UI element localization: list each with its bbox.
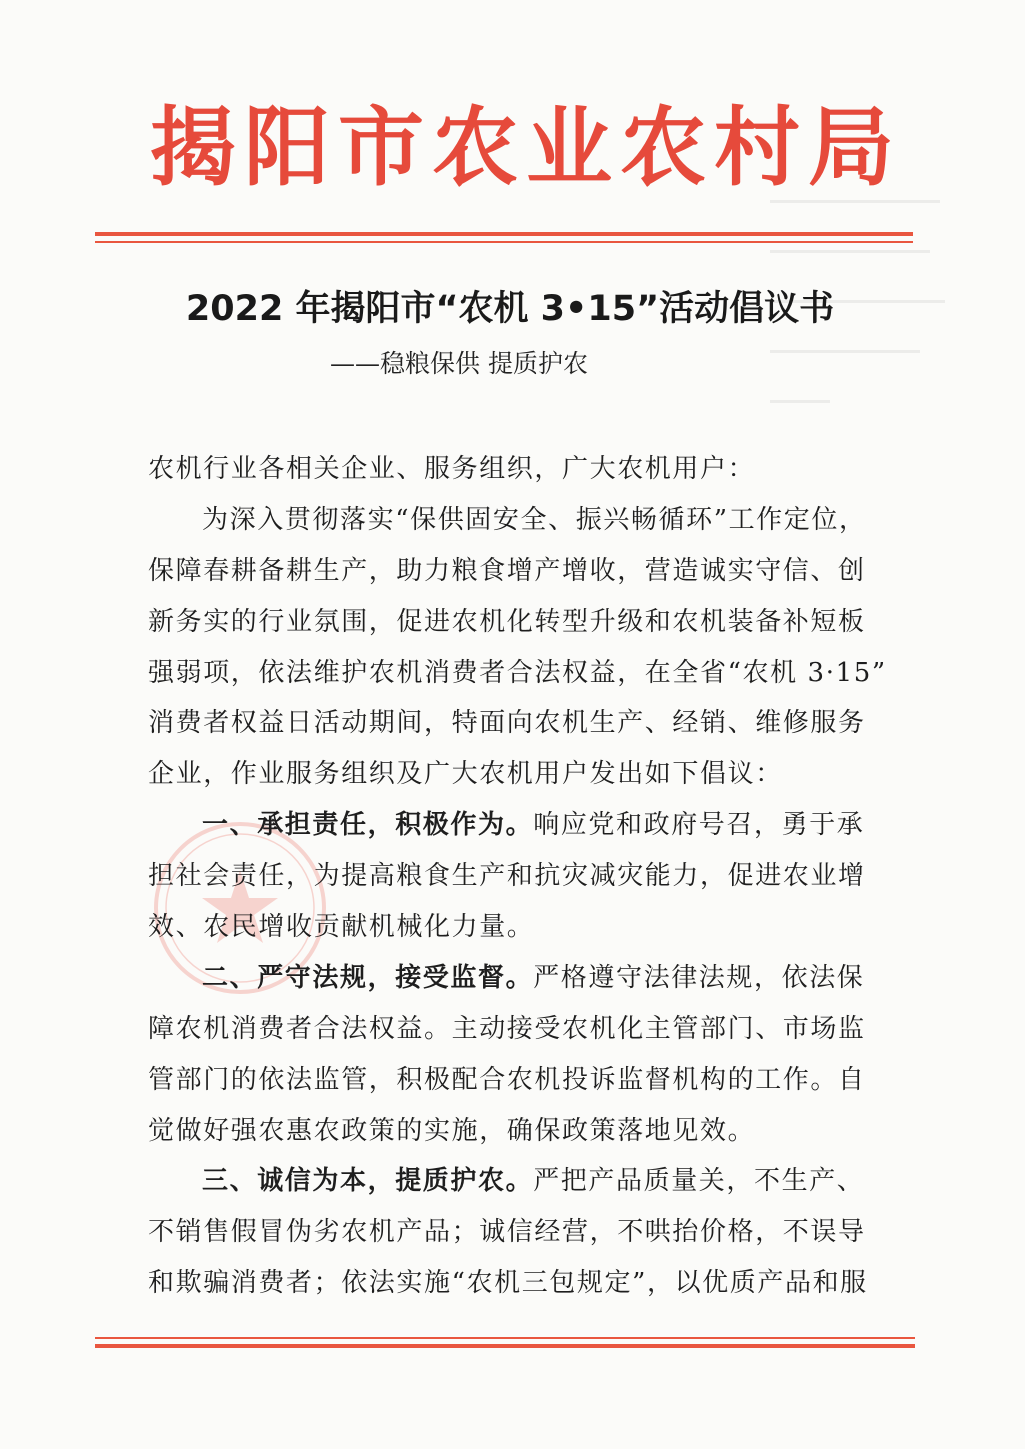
body-line: 强弱项，依法维护农机消费者合法权益，在全省“农机 3·15” xyxy=(148,657,887,688)
footer-rule-thick xyxy=(95,1344,915,1348)
item-3-text: 严把产品质量关，不生产、 xyxy=(533,1166,865,1197)
header-rule-thick xyxy=(95,232,913,236)
item-2-first-line xyxy=(148,953,878,1004)
body-line: 障农机消费者合法权益。主动接受农机化主管部门、市场监 xyxy=(148,1013,866,1044)
body-line: 新务实的行业氛围，促进农机化转型升级和农机装备补短板 xyxy=(148,606,866,637)
item-2-heading: 二、严守法规，接受监督。 xyxy=(202,962,534,993)
letterhead-title: 揭阳市农业农村局 xyxy=(150,98,902,198)
item-3-first-line xyxy=(148,1156,878,1207)
body-line: 效、农民增收贡献机械化力量。 xyxy=(148,912,535,943)
item-1-heading: 一、承担责任，积极作为。 xyxy=(202,810,534,841)
body-line: 觉做好强农惠农政策的实施，确保政策落地见效。 xyxy=(148,1115,756,1146)
document-body xyxy=(148,444,887,1309)
item-3-heading: 三、诚信为本，提质护农。 xyxy=(202,1166,534,1197)
body-line: 保障春耕备耕生产，助力粮食增产增收，营造诚实守信、创 xyxy=(148,555,866,586)
body-line: 消费者权益日活动期间，特面向农机生产、经销、维修服务 xyxy=(148,708,866,739)
body-line: 不销售假冒伪劣农机产品；诚信经营，不哄抬价格，不误导 xyxy=(148,1217,866,1248)
footer-rule-thin xyxy=(95,1337,915,1339)
item-1-text: 响应党和政府号召，勇于承 xyxy=(533,810,865,841)
document-subtitle: ——稳粮保供 提质护农 xyxy=(330,349,588,378)
body-line: 担社会责任，为提高粮食生产和抗灾减灾能力，促进农业增 xyxy=(148,861,866,892)
item-2-text: 严格遵守法律法规，依法保 xyxy=(533,962,865,993)
body-line: 管部门的依法监管，积极配合农机投诉监督机构的工作。自 xyxy=(148,1064,866,1095)
body-line: 和欺骗消费者；依法实施“农机三包规定”，以优质产品和服 xyxy=(148,1268,868,1299)
body-line: 企业，作业服务组织及广大农机用户发出如下倡议： xyxy=(148,759,783,790)
header-rule-thin xyxy=(95,241,913,243)
body-line: 为深入贯彻落实“保供固安全、振兴畅循环”工作定位， xyxy=(202,504,867,535)
item-1-first-line xyxy=(148,800,878,851)
salutation: 农机行业各相关企业、服务组织，广大农机用户： xyxy=(148,454,756,484)
document-title: 2022 年揭阳市“农机 3•15”活动倡议书 xyxy=(185,289,835,329)
